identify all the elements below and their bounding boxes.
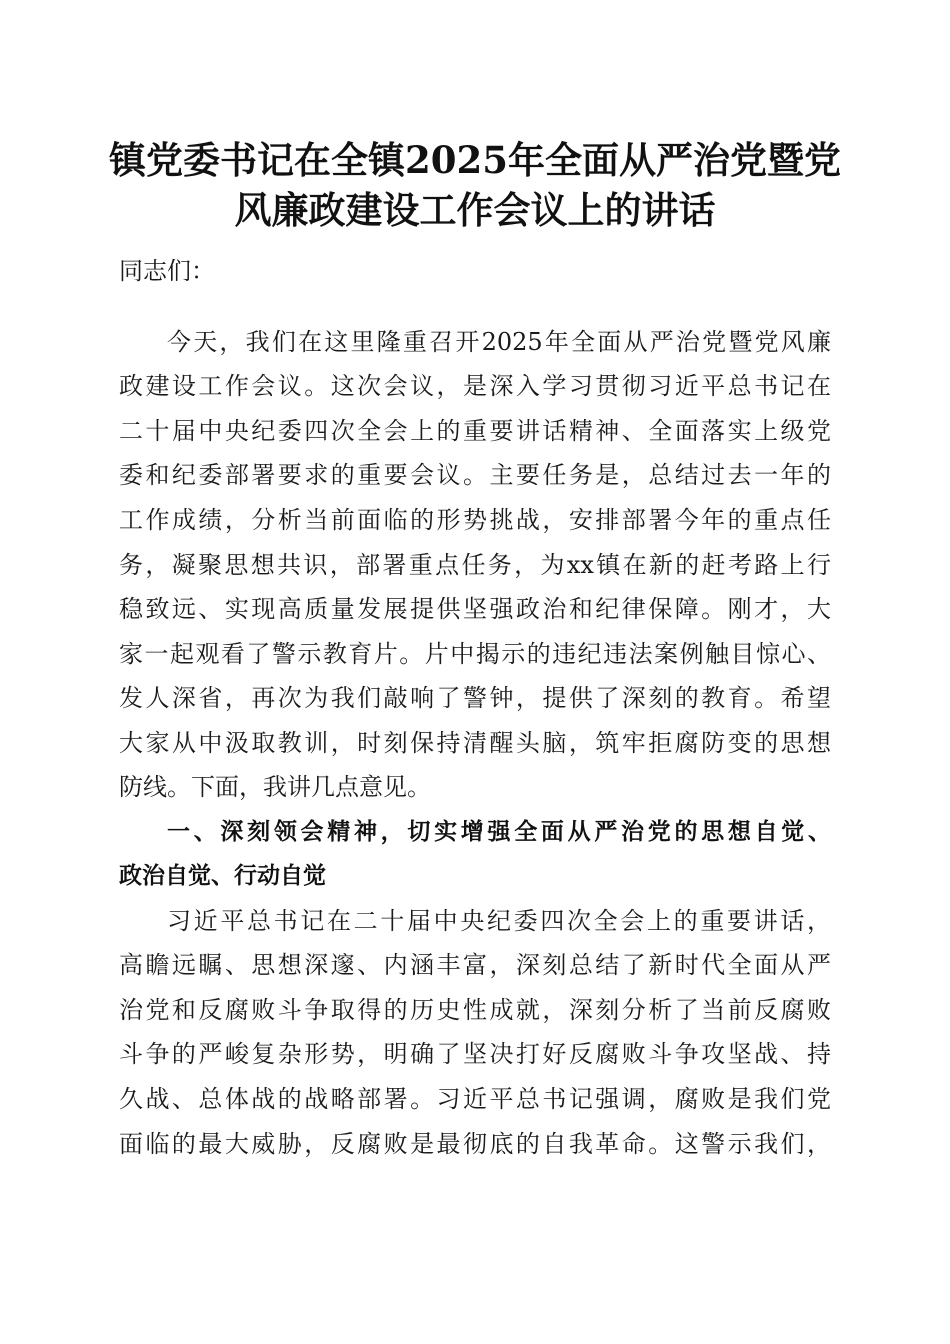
paragraph-1-line: 稳致远、实现高质量发展提供坚强政治和纪律保障。刚才，大 (119, 595, 831, 623)
paragraph-1-line: 工作成绩，分析当前面临的形势挑战，安排部署今年的重点任 (119, 506, 831, 534)
section-1-heading-line-1: 一、深刻领会精神，切实增强全面从严治党的思想自觉、 (167, 819, 831, 845)
paragraph-1-line: 家一起观看了警示教育片。片中揭示的违纪违法案例触目惊心、 (119, 640, 831, 668)
paragraph-1-line: 委和纪委部署要求的重要会议。主要任务是，总结过去一年的 (119, 461, 831, 489)
paragraph-1-line: 二十届中央纪委四次全会上的重要讲话精神、全面落实上级党 (119, 417, 831, 445)
paragraph-2-line: 习近平总书记在二十届中央纪委四次全会上的重要讲话， (167, 907, 831, 935)
paragraph-2-line: 治党和反腐败斗争取得的历史性成就，深刻分析了当前反腐败 (119, 996, 831, 1024)
paragraph-1-line: 发人深省，再次为我们敲响了警钟，提供了深刻的教育。希望 (119, 684, 831, 712)
paragraph-1-line: 务，凝聚思想共识，部署重点任务，为xx镇在新的赶考路上行 (119, 551, 831, 579)
paragraph-1-line: 大家从中汲取教训，时刻保持清醒头脑，筑牢拒腐防变的思想 (119, 729, 831, 757)
document-title-line-2: 风廉政建设工作会议上的讲话 (234, 188, 716, 232)
paragraph-2-line: 高瞻远瞩、思想深邃、内涵丰富，深刻总结了新时代全面从严 (119, 951, 831, 979)
paragraph-1-line: 防线。下面，我讲几点意见。 (119, 773, 431, 801)
salutation: 同志们： (119, 257, 215, 285)
paragraph-2-line: 久战、总体战的战略部署。习近平总书记强调，腐败是我们党 (119, 1085, 831, 1113)
paragraph-1-line: 今天，我们在这里隆重召开2025年全面从严治党暨党风廉 (167, 328, 831, 356)
paragraph-1-line: 政建设工作会议。这次会议，是深入学习贯彻习近平总书记在 (119, 372, 831, 400)
document-title-line-1: 镇党委书记在全镇2025年全面从严治党暨党 (109, 138, 841, 182)
paragraph-2-line: 面临的最大威胁，反腐败是最彻底的自我革命。这警示我们， (119, 1130, 831, 1158)
paragraph-2-line: 斗争的严峻复杂形势，明确了坚决打好反腐败斗争攻坚战、持 (119, 1040, 831, 1068)
section-1-heading-line-2: 政治自觉、行动自觉 (119, 863, 326, 889)
